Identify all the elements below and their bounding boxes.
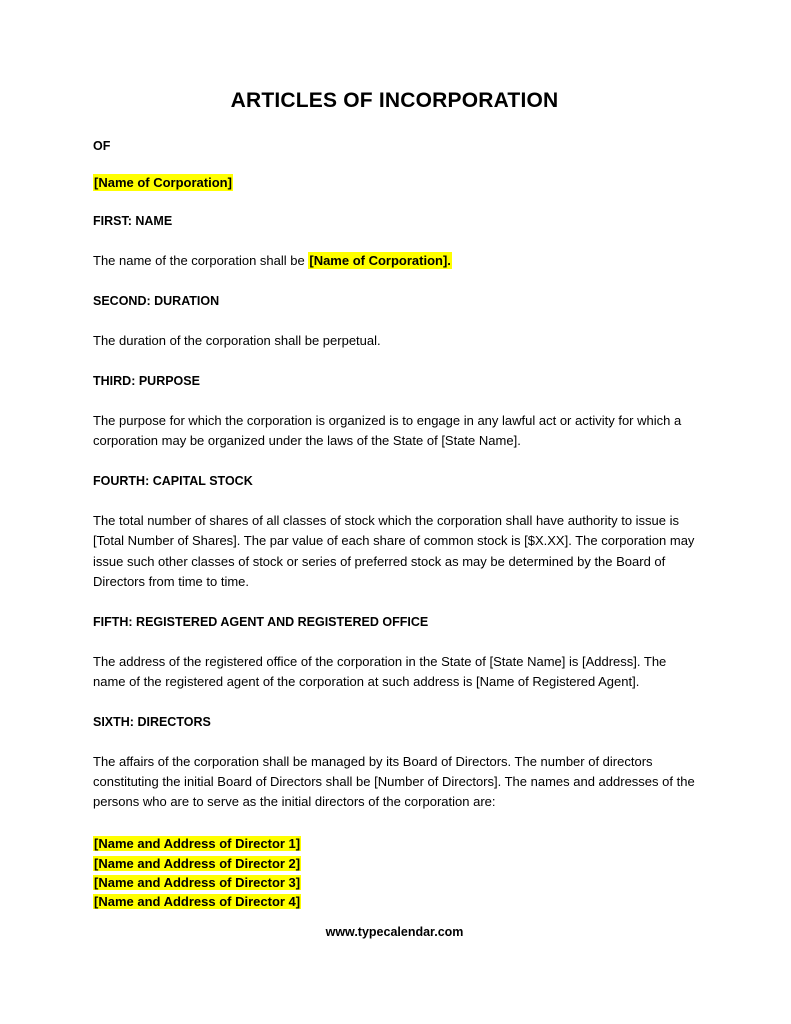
- corporation-name-highlight: [Name of Corporation]: [94, 175, 232, 191]
- list-item: [93, 834, 696, 853]
- section-heading-first: FIRST: NAME: [93, 214, 173, 229]
- director-entry-2: [Name and Address of Director 2]: [94, 855, 301, 871]
- of-label: OF: [93, 139, 111, 154]
- section-heading-sixth: SIXTH: DIRECTORS: [93, 714, 211, 729]
- section-body-first: [93, 251, 696, 271]
- section-body-fifth: The address of the registered office of the corporation in the State of [State Name] is [Address]. The name of the registered agent of the corporation at such address is [Name of Registered Agent].: [93, 653, 667, 689]
- footer-website: www.typecalendar.com: [325, 925, 464, 940]
- section-heading-third: THIRD: PURPOSE: [93, 374, 200, 389]
- director-entry-4: [Name and Address of Director 4]: [94, 893, 301, 909]
- director-list: [93, 834, 696, 911]
- section-heading-fourth: FOURTH: CAPITAL STOCK: [93, 474, 253, 489]
- page-title: ARTICLES OF INCORPORATION: [230, 89, 559, 112]
- corporation-name-placeholder: [93, 175, 696, 190]
- section-heading-second: SECOND: DURATION: [93, 294, 220, 309]
- section-body-third: The purpose for which the corporation is organized is to engage in any lawful act or activity for which a corporation may be organized under the laws of the State of [State Name].: [93, 413, 682, 449]
- section-body-sixth: The affairs of the corporation shall be managed by its Board of Directors. The number of directors constituting the initial Board of Directors shall be [Number of Directors]. The names and addresses of the persons who are to serve as the initial directors of the corporation are:: [93, 753, 695, 810]
- section-heading-fifth: FIFTH: REGISTERED AGENT AND REGISTERED OFFICE: [93, 614, 429, 629]
- list-item: [93, 892, 696, 911]
- director-entry-3: [Name and Address of Director 3]: [94, 874, 301, 890]
- list-item: [93, 873, 696, 892]
- section-body-second: The duration of the corporation shall be perpetual.: [93, 333, 381, 349]
- list-item: [93, 854, 696, 873]
- section-body-fourth: The total number of shares of all classes of stock which the corporation shall have authority to issue is [Total Number of Shares]. The par value of each share of common stock is [$X.XX]. The corporation may issue such other classes of stock or series of preferred stock as may be determined by the Board of Directors from time to time.: [93, 513, 695, 589]
- section-body-first-highlight: [Name of Corporation].: [309, 253, 451, 269]
- director-entry-1: [Name and Address of Director 1]: [94, 836, 301, 852]
- section-body-first-prefix: The name of the corporation shall be: [93, 253, 309, 269]
